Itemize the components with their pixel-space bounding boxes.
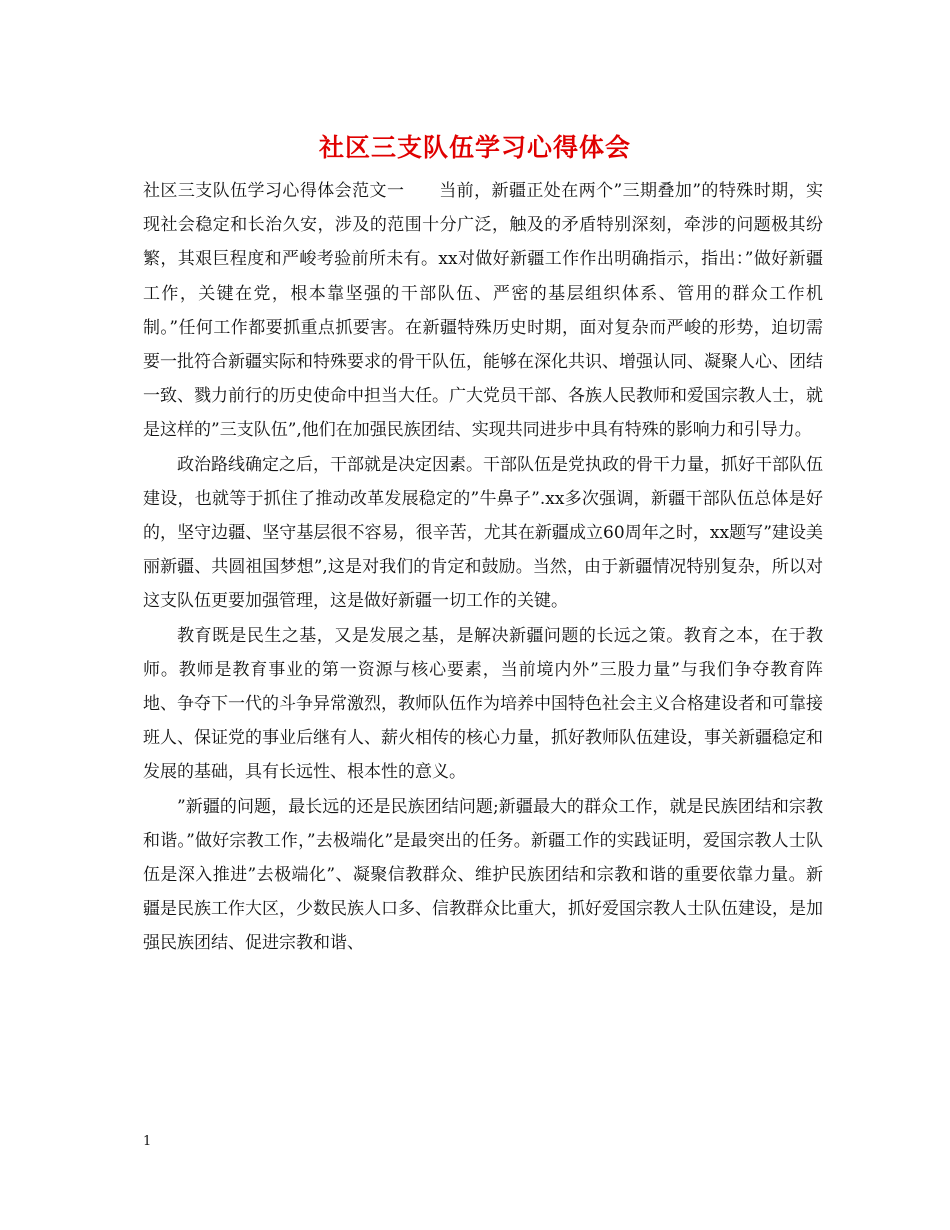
paragraph: 教育既是民生之基，又是发展之基，是解决新疆问题的长远之策。教育之本，在于教师。教师是教育事业的第一资源与核心要素，当前境内外”三股力量”与我们争夺教育阵地、争夺下一代的斗争异常激烈，教师队伍作为培养中国特色社会主义合格建设者和可靠接班人、保证党的事业后继有人、薪火相传的核心力量，抓好教师队伍建设，事关新疆稳定和发展的基础，具有长远性、根本性的意义。 bbox=[143, 625, 823, 783]
document-body bbox=[143, 174, 823, 961]
paragraph: 社区三支队伍学习心得体会范文一 当前，新疆正处在两个”三期叠加”的特殊时期，实现社会稳定和长治久安，涉及的范围十分广泛，触及的矛盾特别深刻，牵涉的问题极其纷繁，其艰巨程度和严峻考验前所未有。xx对做好新疆工作作出明确指示，指出：”做好新疆工作，关键在党，根本靠坚强的干部队伍、严密的基层组织体系、管用的群众工作机制。”任何工作都要抓重点抓要害。在新疆特殊历史时期，面对复杂而严峻的形势，迫切需要一批符合新疆实际和特殊要求的骨干队伍，能够在深化共识、增强认同、凝聚人心、团结一致、戮力前行的历史使命中担当大任。广大党员干部、各族人民教师和爱国宗教人士，就是这样的”三支队伍”,他们在加强民族团结、实现共同进步中具有特殊的影响力和引导力。 bbox=[143, 181, 823, 441]
page-number: 1 bbox=[143, 1134, 152, 1149]
paragraph: 政治路线确定之后，干部就是决定因素。干部队伍是党执政的骨干力量，抓好干部队伍建设，也就等于抓住了推动改革发展稳定的”牛鼻子”.xx多次强调，新疆干部队伍总体是好的，坚守边疆、坚守基层很不容易，很辛苦，尤其在新疆成立60周年之时，xx题写”建设美丽新疆、共圆祖国梦想”,这是对我们的肯定和鼓励。当然，由于新疆情况特别复杂，所以对这支队伍更要加强管理，这是做好新疆一切工作的关键。 bbox=[143, 454, 823, 612]
document-title: 社区三支队伍学习心得体会 bbox=[318, 133, 631, 162]
paragraph: ”新疆的问题，最长远的还是民族团结问题;新疆最大的群众工作，就是民族团结和宗教和谐。”做好宗教工作，”去极端化”是最突出的任务。新疆工作的实践证明，爱国宗教人士队伍是深入推进”去极端化”、凝聚信教群众、维护民族团结和宗教和谐的重要依靠力量。新疆是民族工作大区，少数民族人口多、信教群众比重大，抓好爱国宗教人士队伍建设，是加强民族团结、促进宗教和谐、 bbox=[143, 796, 823, 954]
